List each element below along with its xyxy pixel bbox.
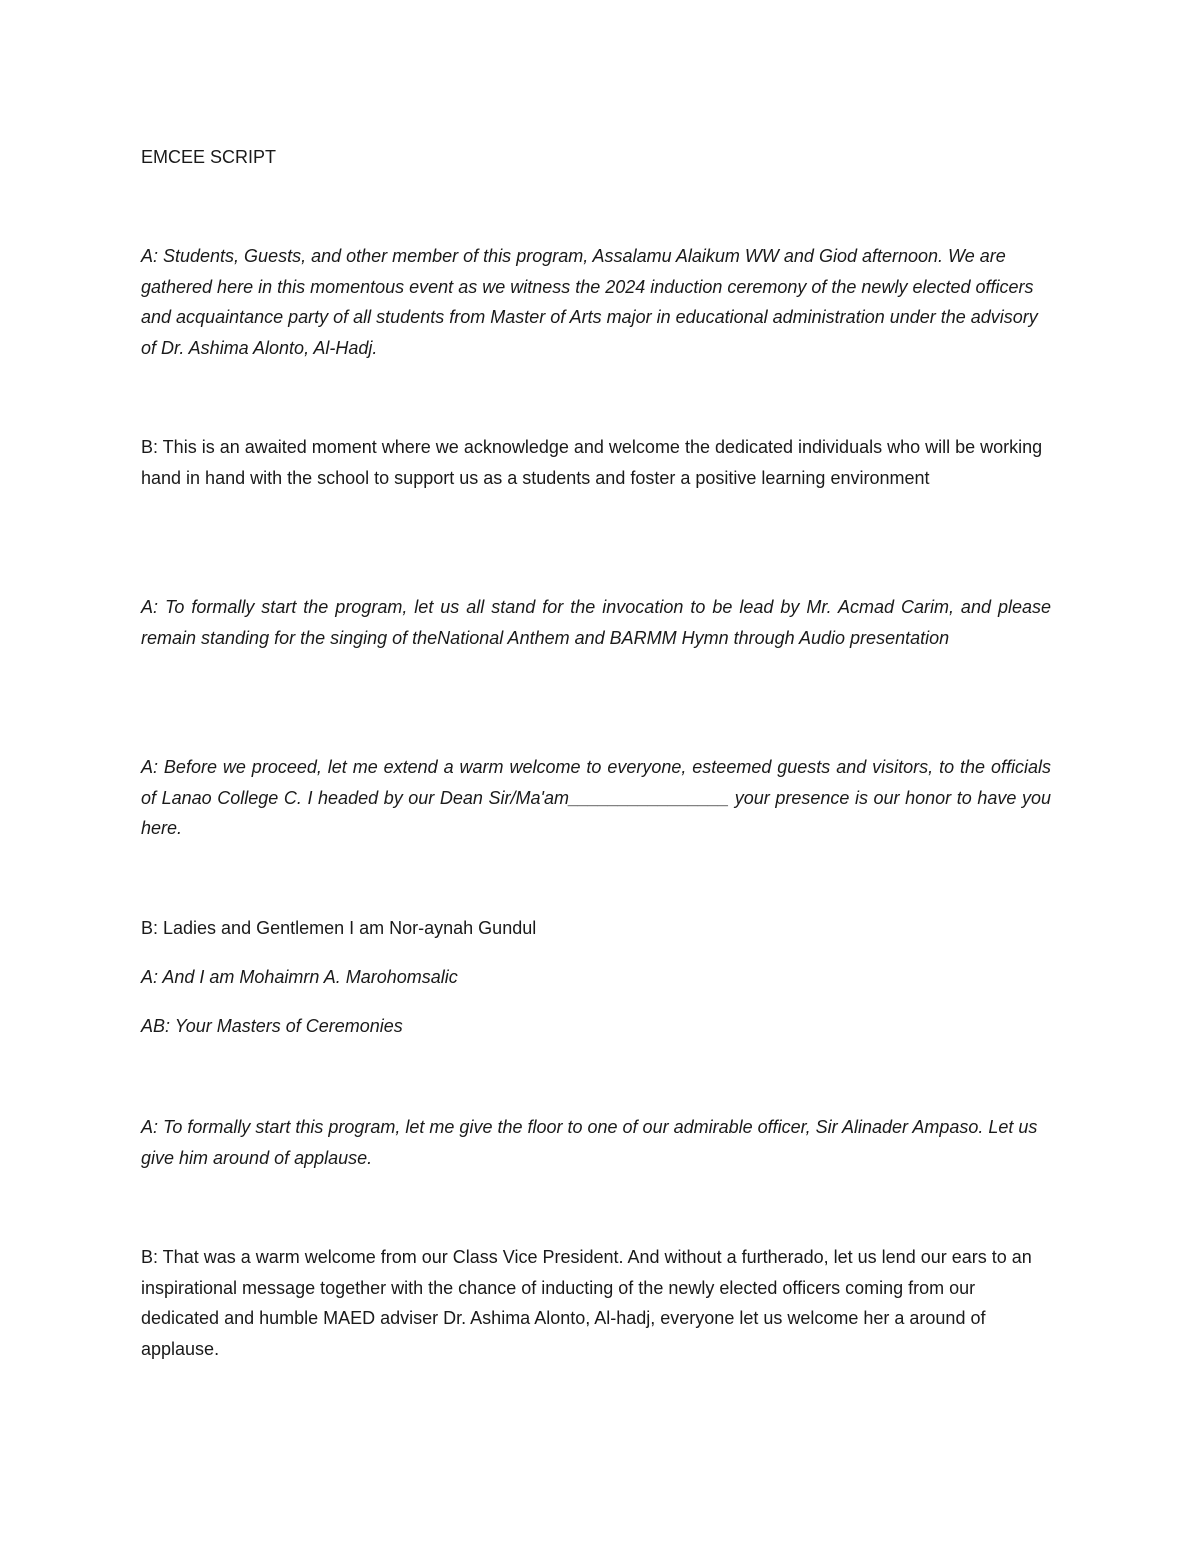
document-title: EMCEE SCRIPT (141, 147, 277, 167)
script-line-a-greeting: A: Students, Guests, and other member of this program, Assalamu Alaikum WW and Giod afternoon. We are gathered here in this momentous event as we witness the 2024 induction ceremony of the newly elected officers and acquaintance party of all students from Master of Arts major in educational administration under the advisory of Dr. Ashima Alonto, Al-Hadj. (141, 246, 1038, 358)
script-line-b-message: B: That was a warm welcome from our Class Vice President. And without a furtherado, let us lend our ears to an inspirational message together with the chance of inducting of the newly elected officers coming from our dedicated and humble MAED adviser Dr. Ashima Alonto, Al-hadj, everyone let us welcome her a around of applause. (141, 1247, 1032, 1359)
script-line-ab-masters: AB: Your Masters of Ceremonies (141, 1016, 403, 1036)
script-line-a-floor: A: To formally start this program, let me give the floor to one of our admirable officer, Sir Alinader Ampaso. Let us give him around of applause. (141, 1117, 1038, 1168)
script-line-b-awaited-moment: B: This is an awaited moment where we acknowledge and welcome the dedicated individuals who will be working hand in hand with the school to support us as a students and foster a positive learning environment (141, 437, 1043, 488)
script-line-a-welcome: A: Before we proceed, let me extend a warm welcome to everyone, esteemed guests and visitors, to the officials of Lanao College C. I headed by our Dean Sir/Ma'am________________ your presence is our honor to have you here. (141, 757, 1051, 838)
script-line-a-intro: A: And I am Mohaimrn A. Marohomsalic (141, 967, 458, 987)
script-line-a-invocation: A: To formally start the program, let us all stand for the invocation to be lead by Mr. Acmad Carim, and please remain standing for the singing of theNational Anthem and BARMM Hymn through Audio presentation (141, 597, 1051, 648)
script-line-b-intro: B: Ladies and Gentlemen I am Nor-aynah Gundul (141, 918, 537, 938)
